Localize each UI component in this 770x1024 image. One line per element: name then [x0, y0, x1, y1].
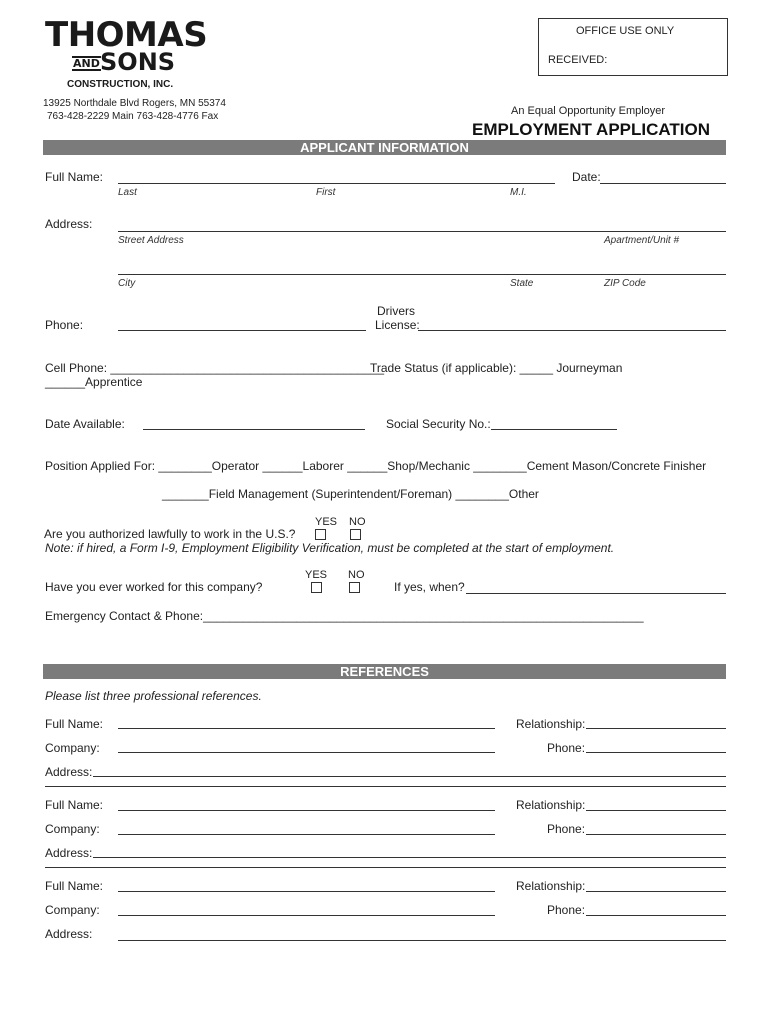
ref3-relationship-label: Relationship:	[516, 879, 586, 893]
ref1-company-field[interactable]	[118, 752, 495, 753]
drivers-license-field[interactable]	[418, 330, 726, 331]
company-logo-subtitle: CONSTRUCTION, INC.	[67, 79, 174, 90]
applicant-section-header: APPLICANT INFORMATION	[43, 140, 726, 155]
ref1-phone-field[interactable]	[586, 752, 726, 753]
ref2-relationship-label: Relationship:	[516, 798, 586, 812]
date-available-field[interactable]	[143, 429, 365, 430]
i9-note: Note: if hired, a Form I-9, Employment Eligibility Verification, must be completed at the start of employment.	[45, 541, 615, 555]
ref2-address-label: Address:	[45, 846, 93, 860]
authorized-no-checkbox[interactable]	[350, 529, 361, 540]
worked-no-label: NO	[348, 569, 365, 581]
first-sublabel: First	[316, 187, 336, 198]
ref2-full-name-label: Full Name:	[45, 798, 104, 812]
ref1-relationship-field[interactable]	[586, 728, 726, 729]
position-options-line2: _______Field Management (Superintendent/Foreman) ________Other	[162, 487, 539, 501]
references-section-header: REFERENCES	[43, 664, 726, 679]
ref3-phone-field[interactable]	[586, 915, 726, 916]
authorized-yes-label: YES	[315, 516, 338, 528]
city-sublabel: City	[118, 278, 136, 289]
zip-sublabel: ZIP Code	[604, 278, 646, 289]
ref3-phone-label: Phone:	[547, 903, 586, 917]
page-title: EMPLOYMENT APPLICATION	[472, 120, 710, 139]
apartment-sublabel: Apartment/Unit #	[604, 235, 680, 246]
street-address-sublabel: Street Address	[118, 235, 184, 246]
company-address: 13925 Northdale Blvd Rogers, MN 55374	[43, 98, 226, 109]
ref2-address-field[interactable]	[93, 857, 726, 858]
license-label: License:	[375, 318, 420, 332]
date-available-label: Date Available:	[45, 417, 125, 431]
ref3-address-label: Address:	[45, 927, 93, 941]
phone-label: Phone:	[45, 318, 84, 332]
company-logo-sons: SONS	[100, 48, 176, 76]
company-logo-and: AND	[73, 57, 100, 70]
cell-phone-label: Cell Phone: _________________________________________	[45, 361, 384, 375]
state-sublabel: State	[510, 278, 534, 289]
references-intro: Please list three professional references.	[45, 689, 262, 703]
mi-sublabel: M.I.	[510, 187, 527, 198]
ref2-divider	[45, 867, 726, 868]
ref1-relationship-label: Relationship:	[516, 717, 586, 731]
ref2-company-field[interactable]	[118, 834, 495, 835]
ref1-address-field[interactable]	[93, 776, 726, 777]
equal-opportunity-text: An Equal Opportunity Employer	[511, 105, 666, 117]
emergency-contact-label: Emergency Contact & Phone:__________________________________________________________________	[45, 609, 644, 623]
ref2-phone-field[interactable]	[586, 834, 726, 835]
trade-status-label: Trade Status (if applicable): _____ Journeyman	[370, 361, 623, 375]
ref2-phone-label: Phone:	[547, 822, 586, 836]
position-options-line1: Position Applied For: ________Operator ______Laborer ______Shop/Mechanic ________Cement Mason/Concrete Finisher	[45, 459, 707, 473]
ref2-full-name-field[interactable]	[118, 810, 495, 811]
ssn-label: Social Security No.:	[386, 417, 491, 431]
ref1-full-name-field[interactable]	[118, 728, 495, 729]
address-label: Address:	[45, 217, 93, 231]
ref1-full-name-label: Full Name:	[45, 717, 104, 731]
worked-yes-checkbox[interactable]	[311, 582, 322, 593]
phone-field[interactable]	[118, 330, 366, 331]
ref3-company-label: Company:	[45, 903, 100, 917]
ref3-address-field[interactable]	[118, 940, 726, 941]
ref2-relationship-field[interactable]	[586, 810, 726, 811]
ref1-divider	[45, 786, 726, 787]
office-received-label: RECEIVED:	[548, 54, 608, 66]
ref1-phone-label: Phone:	[547, 741, 586, 755]
worked-yes-label: YES	[305, 569, 328, 581]
company-phone: 763-428-2229 Main 763-428-4776 Fax	[47, 111, 219, 122]
city-state-zip-field[interactable]	[118, 274, 726, 275]
office-use-title: OFFICE USE ONLY	[576, 25, 675, 37]
ref3-full-name-label: Full Name:	[45, 879, 104, 893]
worked-before-question: Have you ever worked for this company?	[45, 580, 263, 594]
ssn-field[interactable]	[491, 429, 617, 430]
drivers-label: Drivers	[377, 304, 415, 318]
full-name-field[interactable]	[118, 183, 555, 184]
ref3-relationship-field[interactable]	[586, 891, 726, 892]
authorized-yes-checkbox[interactable]	[315, 529, 326, 540]
ref1-company-label: Company:	[45, 741, 100, 755]
street-address-field[interactable]	[118, 231, 726, 232]
ref2-company-label: Company:	[45, 822, 100, 836]
ref1-address-label: Address:	[45, 765, 93, 779]
if-yes-when-label: If yes, when?	[394, 580, 465, 594]
worked-no-checkbox[interactable]	[349, 582, 360, 593]
full-name-label: Full Name:	[45, 170, 104, 184]
date-label: Date:	[572, 170, 601, 184]
authorized-no-label: NO	[349, 516, 366, 528]
date-field[interactable]	[600, 183, 726, 184]
authorized-question: Are you authorized lawfully to work in the U.S.?	[44, 527, 296, 541]
if-yes-when-field[interactable]	[466, 593, 726, 594]
apprentice-option: ______Apprentice	[45, 375, 143, 389]
company-logo-thomas: THOMAS	[45, 15, 208, 55]
ref3-full-name-field[interactable]	[118, 891, 495, 892]
last-sublabel: Last	[118, 187, 137, 198]
ref3-company-field[interactable]	[118, 915, 495, 916]
